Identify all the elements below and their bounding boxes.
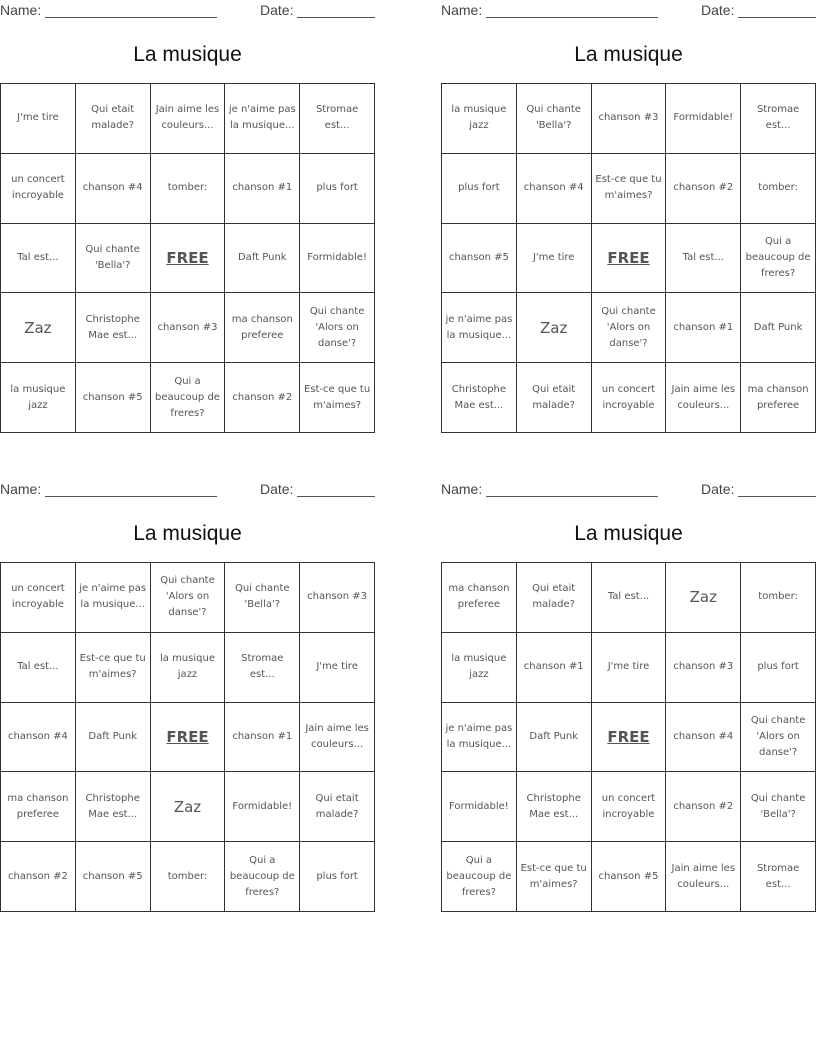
bingo-cell: chanson #5: [442, 224, 517, 294]
bingo-cell: un concert incroyable: [1, 154, 76, 224]
bingo-cell: chanson #4: [76, 154, 151, 224]
bingo-cell: la musique jazz: [1, 363, 76, 433]
name-blank-line: [45, 17, 217, 18]
name-date-header: [0, 481, 375, 499]
bingo-cell: Zaz: [151, 772, 226, 842]
free-space-cell: FREE: [592, 703, 667, 773]
date-label: Date:: [701, 2, 735, 18]
bingo-cell: Qui a beaucoup de freres?: [225, 842, 300, 912]
bingo-cell: je n'aime pas la musique...: [442, 703, 517, 773]
bingo-cell: Qui etait malade?: [517, 563, 592, 633]
date-label: Date:: [701, 481, 735, 497]
date-label: Date:: [260, 481, 294, 497]
bingo-cell: Jain aime les couleurs...: [666, 842, 741, 912]
bingo-cell: chanson #2: [666, 154, 741, 224]
bingo-cell: je n'aime pas la musique...: [76, 563, 151, 633]
bingo-cell: la musique jazz: [442, 84, 517, 154]
bingo-cell: Qui chante 'Bella'?: [741, 772, 816, 842]
bingo-cell: chanson #3: [666, 633, 741, 703]
bingo-cell: chanson #3: [151, 293, 226, 363]
bingo-cell: tomber:: [151, 154, 226, 224]
card-title: La musique: [574, 43, 683, 66]
bingo-cell: Qui etait malade?: [76, 84, 151, 154]
bingo-cell: chanson #1: [517, 633, 592, 703]
free-space-cell: FREE: [592, 224, 667, 294]
bingo-grid: [441, 83, 816, 433]
bingo-cell: tomber:: [741, 563, 816, 633]
date-blank-line: [297, 17, 375, 18]
bingo-cell: J'me tire: [300, 633, 375, 703]
bingo-cell: plus fort: [741, 633, 816, 703]
bingo-cell: J'me tire: [1, 84, 76, 154]
bingo-grid: [0, 83, 375, 433]
name-date-header: [0, 2, 375, 20]
bingo-cell: chanson #1: [225, 154, 300, 224]
bingo-card-1: [0, 0, 375, 440]
bingo-card-3: [0, 479, 375, 919]
name-label: Name:: [0, 481, 42, 497]
name-date-header: [441, 481, 816, 499]
bingo-cell: Est-ce que tu m'aimes?: [592, 154, 667, 224]
bingo-cell: Christophe Mae est...: [76, 772, 151, 842]
free-space-cell: FREE: [151, 703, 226, 773]
bingo-cell: J'me tire: [592, 633, 667, 703]
bingo-cell: ma chanson preferee: [442, 563, 517, 633]
bingo-cell: plus fort: [442, 154, 517, 224]
bingo-grid: [0, 562, 375, 912]
bingo-cell: Est-ce que tu m'aimes?: [517, 842, 592, 912]
bingo-cell: Qui chante 'Alors on danse'?: [741, 703, 816, 773]
bingo-cell: tomber:: [741, 154, 816, 224]
bingo-cell: Est-ce que tu m'aimes?: [300, 363, 375, 433]
bingo-cell: Daft Punk: [225, 224, 300, 294]
bingo-cell: Qui a beaucoup de freres?: [442, 842, 517, 912]
bingo-cell: Qui a beaucoup de freres?: [741, 224, 816, 294]
bingo-cell: ma chanson preferee: [225, 293, 300, 363]
bingo-cell: chanson #3: [592, 84, 667, 154]
name-label: Name:: [441, 481, 483, 497]
bingo-cell: Est-ce que tu m'aimes?: [76, 633, 151, 703]
name-label: Name:: [441, 2, 483, 18]
bingo-cell: Tal est...: [1, 633, 76, 703]
bingo-cell: Jain aime les couleurs...: [666, 363, 741, 433]
bingo-cell: Tal est...: [666, 224, 741, 294]
bingo-cell: chanson #1: [666, 293, 741, 363]
bingo-cell: chanson #2: [1, 842, 76, 912]
bingo-cell: la musique jazz: [442, 633, 517, 703]
bingo-cell: Tal est...: [1, 224, 76, 294]
bingo-cell: Qui chante 'Bella'?: [517, 84, 592, 154]
bingo-cell: Stromae est...: [225, 633, 300, 703]
bingo-cell: chanson #4: [666, 703, 741, 773]
bingo-cell: chanson #1: [225, 703, 300, 773]
date-blank-line: [738, 496, 816, 497]
bingo-cell: je n'aime pas la musique...: [442, 293, 517, 363]
bingo-cell: chanson #4: [1, 703, 76, 773]
bingo-cell: chanson #2: [666, 772, 741, 842]
bingo-cell: un concert incroyable: [1, 563, 76, 633]
bingo-cell: Formidable!: [666, 84, 741, 154]
card-title: La musique: [133, 43, 242, 66]
bingo-cell: Christophe Mae est...: [517, 772, 592, 842]
bingo-cell: la musique jazz: [151, 633, 226, 703]
card-title: La musique: [133, 522, 242, 545]
date-blank-line: [297, 496, 375, 497]
bingo-cell: Qui chante 'Alors on danse'?: [592, 293, 667, 363]
card-title: La musique: [574, 522, 683, 545]
bingo-cell: Tal est...: [592, 563, 667, 633]
bingo-cell: chanson #3: [300, 563, 375, 633]
name-date-header: [441, 2, 816, 20]
bingo-cell: Stromae est...: [300, 84, 375, 154]
bingo-cell: Zaz: [666, 563, 741, 633]
bingo-cell: Qui chante 'Bella'?: [76, 224, 151, 294]
bingo-cell: tomber:: [151, 842, 226, 912]
bingo-cell: chanson #5: [592, 842, 667, 912]
bingo-cell: Daft Punk: [741, 293, 816, 363]
bingo-cell: Qui chante 'Alors on danse'?: [151, 563, 226, 633]
bingo-cell: chanson #5: [76, 842, 151, 912]
bingo-cell: Christophe Mae est...: [76, 293, 151, 363]
bingo-cell: Qui chante 'Bella'?: [225, 563, 300, 633]
free-space-cell: FREE: [151, 224, 226, 294]
bingo-cell: Zaz: [517, 293, 592, 363]
bingo-cell: plus fort: [300, 842, 375, 912]
bingo-cell: chanson #2: [225, 363, 300, 433]
bingo-card-4: [441, 479, 816, 919]
bingo-cell: Qui etait malade?: [300, 772, 375, 842]
bingo-cell: Zaz: [1, 293, 76, 363]
bingo-cell: Formidable!: [442, 772, 517, 842]
bingo-cell: Formidable!: [225, 772, 300, 842]
bingo-cell: chanson #5: [76, 363, 151, 433]
bingo-cell: ma chanson preferee: [741, 363, 816, 433]
bingo-grid: [441, 562, 816, 912]
bingo-cell: Jain aime les couleurs...: [300, 703, 375, 773]
bingo-card-2: [441, 0, 816, 440]
bingo-cell: Daft Punk: [517, 703, 592, 773]
bingo-cell: Qui a beaucoup de freres?: [151, 363, 226, 433]
bingo-cell: Daft Punk: [76, 703, 151, 773]
bingo-cell: J'me tire: [517, 224, 592, 294]
bingo-cell: Qui etait malade?: [517, 363, 592, 433]
name-label: Name:: [0, 2, 42, 18]
bingo-cell: chanson #4: [517, 154, 592, 224]
name-blank-line: [486, 496, 658, 497]
bingo-cell: Stromae est...: [741, 84, 816, 154]
bingo-cell: plus fort: [300, 154, 375, 224]
name-blank-line: [486, 17, 658, 18]
bingo-cell: ma chanson preferee: [1, 772, 76, 842]
bingo-cell: Stromae est...: [741, 842, 816, 912]
bingo-cell: un concert incroyable: [592, 772, 667, 842]
bingo-cell: Formidable!: [300, 224, 375, 294]
bingo-cell: Jain aime les couleurs...: [151, 84, 226, 154]
bingo-cell: un concert incroyable: [592, 363, 667, 433]
name-blank-line: [45, 496, 217, 497]
date-label: Date:: [260, 2, 294, 18]
bingo-cell: Qui chante 'Alors on danse'?: [300, 293, 375, 363]
date-blank-line: [738, 17, 816, 18]
bingo-cell: Christophe Mae est...: [442, 363, 517, 433]
bingo-cell: je n'aime pas la musique...: [225, 84, 300, 154]
